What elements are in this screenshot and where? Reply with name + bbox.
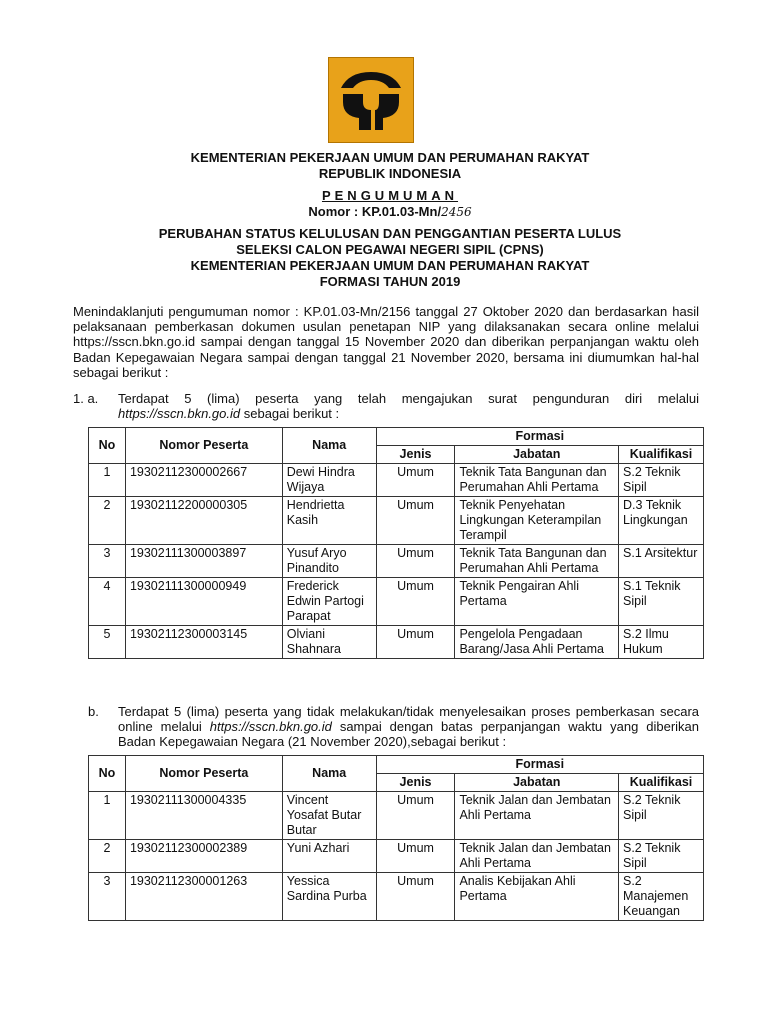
cell-kualifikasi: S.2 Ilmu Hukum [619,626,704,659]
section-a-text-after: sebagai berikut : [240,406,340,421]
cell-jenis: Umum [376,626,455,659]
cell-nama: Olviani Shahnara [282,626,376,659]
table-a [88,427,704,659]
doc-title: PENGUMUMAN [321,188,459,203]
cell-jenis: Umum [376,792,455,840]
ministry-name: KEMENTERIAN PEKERJAAN UMUM DAN PERUMAHAN RAKYAT [190,150,590,165]
table-row [89,497,704,545]
subject-line-4: FORMASI TAHUN 2019 [319,274,461,289]
cell-jenis: Umum [376,840,455,873]
cell-no: 4 [89,578,126,626]
ministry-heading [60,150,720,182]
col-nomor-peserta: Nomor Peserta [125,756,282,792]
cell-no: 3 [89,545,126,578]
cell-jenis: Umum [376,578,455,626]
section-b-text-after: sampai dengan batas perpanjangan waktu yang diberikan Badan Kepegawaian Negara (21 November 2020),sebagai berikut : [118,719,699,749]
cell-no: 2 [89,497,126,545]
cell-kualifikasi: S.1 Teknik Sipil [619,578,704,626]
subject-line-2: SELEKSI CALON PEGAWAI NEGERI SIPIL (CPNS) [236,242,544,257]
cell-nomor-peserta: 19302112200000305 [125,497,282,545]
cell-jabatan: Teknik Penyehatan Lingkungan Keterampilan Terampil [455,497,619,545]
cell-kualifikasi: D.3 Teknik Lingkungan [619,497,704,545]
section-a-number: 1. a. [73,391,99,406]
col-nama: Nama [282,756,376,792]
country-name: REPUBLIK INDONESIA [318,166,462,181]
cell-nama: Yuni Azhari [282,840,376,873]
section-a-text-before: Terdapat 5 (lima) peserta yang telah mengajukan surat pengunduran diri melalui [118,391,699,406]
section-b-url: https://sscn.bkn.go.id [209,719,332,734]
subject-heading [60,226,720,290]
cell-kualifikasi: S.1 Arsitektur [619,545,704,578]
col-jenis: Jenis [376,774,455,792]
cell-nomor-peserta: 19302111300004335 [125,792,282,840]
cell-kualifikasi: S.2 Teknik Sipil [619,464,704,497]
cell-kualifikasi: S.2 Teknik Sipil [619,840,704,873]
cell-nama: Yessica Sardina Purba [282,873,376,921]
table-b [88,755,704,921]
cell-jabatan: Pengelola Pengadaan Barang/Jasa Ahli Pertama [455,626,619,659]
col-formasi: Formasi [376,756,703,774]
cell-nama: Hendrietta Kasih [282,497,376,545]
intro-paragraph: Menindaklanjuti pengumuman nomor : KP.01.03-Mn/2156 tanggal 27 Oktober 2020 dan berdasarkan hasil pelaksanaan pemberkasan dokumen usulan penetapan NIP yang dilaksanakan secara online melalui https://sscn.bkn.go.id sampai dengan tanggal 15 November 2020 dan diberikan perpanjangan waktu oleh Badan Kepegawaian Negara sampai dengan tanggal 21 November 2020, bersama ini diumumkan hal-hal sebagai berikut : [73,304,699,380]
doc-number-label: Nomor : KP.01.03-Mn/ [308,204,442,219]
cell-jenis: Umum [376,497,455,545]
cell-kualifikasi: S.2 Manajemen Keuangan [619,873,704,921]
table-a-body [89,464,704,659]
section-a [73,391,699,421]
cell-nama: Yusuf Aryo Pinandito [282,545,376,578]
cell-no: 1 [89,464,126,497]
col-nomor-peserta: Nomor Peserta [125,428,282,464]
cell-nomor-peserta: 19302112300002667 [125,464,282,497]
doc-number [60,204,720,220]
cell-jabatan: Teknik Jalan dan Jembatan Ahli Pertama [455,792,619,840]
col-kualifikasi: Kualifikasi [619,446,704,464]
col-jabatan: Jabatan [455,774,619,792]
cell-jabatan: Analis Kebijakan Ahli Pertama [455,873,619,921]
table-row [89,626,704,659]
section-b-number: b. [88,704,99,719]
cell-no: 3 [89,873,126,921]
cell-jenis: Umum [376,545,455,578]
table-row [89,840,704,873]
cell-no: 1 [89,792,126,840]
col-jabatan: Jabatan [455,446,619,464]
cell-no: 5 [89,626,126,659]
ministry-logo [328,57,414,143]
cell-nomor-peserta: 19302112300001263 [125,873,282,921]
table-b-body [89,792,704,921]
cell-nomor-peserta: 19302112300003145 [125,626,282,659]
cell-jabatan: Teknik Pengairan Ahli Pertama [455,578,619,626]
cell-jabatan: Teknik Jalan dan Jembatan Ahli Pertama [455,840,619,873]
announcement-heading [60,188,720,220]
table-row [89,873,704,921]
cell-nomor-peserta: 19302111300003897 [125,545,282,578]
section-a-url: https://sscn.bkn.go.id [118,406,241,421]
col-formasi: Formasi [376,428,703,446]
doc-number-value: 2456 [441,205,472,219]
table-row [89,545,704,578]
pu-emblem-icon [329,58,413,142]
table-row [89,464,704,497]
cell-kualifikasi: S.2 Teknik Sipil [619,792,704,840]
section-b [88,704,699,749]
table-row [89,792,704,840]
cell-nama: Frederick Edwin Partogi Parapat [282,578,376,626]
section-a-text [118,391,699,421]
cell-jabatan: Teknik Tata Bangunan dan Perumahan Ahli Pertama [455,464,619,497]
col-jenis: Jenis [376,446,455,464]
table-row [89,578,704,626]
col-no: No [89,756,126,792]
col-no: No [89,428,126,464]
section-b-text-before: Terdapat 5 (lima) peserta yang tidak melakukan/tidak menyelesaikan proses pemberkasan secara online melalui [118,704,699,734]
cell-jenis: Umum [376,464,455,497]
cell-jabatan: Teknik Tata Bangunan dan Perumahan Ahli Pertama [455,545,619,578]
cell-nama: Vincent Yosafat Butar Butar [282,792,376,840]
cell-nomor-peserta: 19302112300002389 [125,840,282,873]
subject-line-1: PERUBAHAN STATUS KELULUSAN DAN PENGGANTIAN PESERTA LULUS [158,226,622,241]
section-b-text [118,704,699,749]
cell-no: 2 [89,840,126,873]
cell-nomor-peserta: 19302111300000949 [125,578,282,626]
subject-line-3: KEMENTERIAN PEKERJAAN UMUM DAN PERUMAHAN RAKYAT [190,258,590,273]
cell-jenis: Umum [376,873,455,921]
col-kualifikasi: Kualifikasi [619,774,704,792]
cell-nama: Dewi Hindra Wijaya [282,464,376,497]
col-nama: Nama [282,428,376,464]
